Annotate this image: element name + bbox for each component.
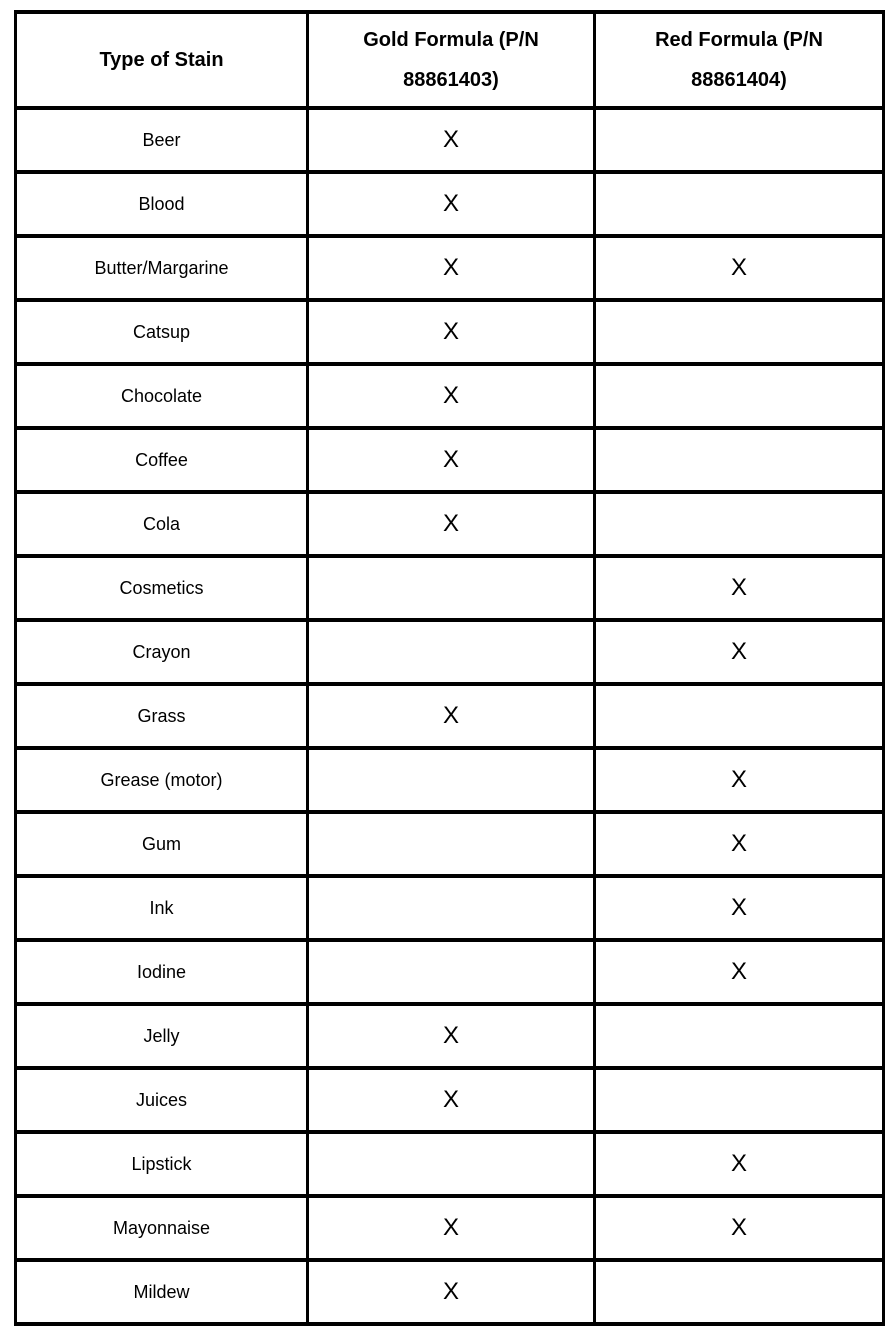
stain-name-cell: Mayonnaise: [16, 1196, 308, 1260]
gold-formula-mark-cell: X: [308, 236, 595, 300]
gold-formula-mark-cell: X: [308, 300, 595, 364]
gold-formula-mark-cell: [308, 1132, 595, 1196]
gold-formula-label-line2: 88861403): [403, 69, 499, 91]
table-row: [16, 1260, 884, 1324]
stain-name-cell: Chocolate: [16, 364, 308, 428]
red-formula-mark-cell: [595, 108, 884, 172]
stain-name-cell: Beer: [16, 108, 308, 172]
table-row: [16, 172, 884, 236]
gold-formula-mark-cell: X: [308, 1004, 595, 1068]
red-formula-mark-cell: X: [595, 940, 884, 1004]
stain-name-cell: Catsup: [16, 300, 308, 364]
table-row: [16, 108, 884, 172]
table-row: [16, 940, 884, 1004]
stain-name-cell: Jelly: [16, 1004, 308, 1068]
red-formula-mark-cell: X: [595, 1196, 884, 1260]
stain-name-cell: Blood: [16, 172, 308, 236]
gold-formula-mark-cell: X: [308, 428, 595, 492]
gold-formula-mark-cell: [308, 556, 595, 620]
red-formula-mark-cell: [595, 492, 884, 556]
red-formula-mark-cell: [595, 300, 884, 364]
red-formula-mark-cell: X: [595, 876, 884, 940]
stain-name-cell: Lipstick: [16, 1132, 308, 1196]
red-formula-mark-cell: X: [595, 556, 884, 620]
stain-name-cell: Iodine: [16, 940, 308, 1004]
red-formula-label-line2: 88861404): [691, 69, 787, 91]
table-row: [16, 1132, 884, 1196]
stain-name-cell: Grease (motor): [16, 748, 308, 812]
gold-formula-mark-cell: X: [308, 172, 595, 236]
stain-name-cell: Ink: [16, 876, 308, 940]
gold-formula-mark-cell: X: [308, 1260, 595, 1324]
gold-formula-mark-cell: X: [308, 1068, 595, 1132]
table-row: [16, 684, 884, 748]
table-row: [16, 748, 884, 812]
stain-table-body: [16, 108, 884, 1324]
red-formula-mark-cell: X: [595, 748, 884, 812]
table-row: [16, 1068, 884, 1132]
red-formula-mark-cell: [595, 428, 884, 492]
table-header-row: [16, 12, 884, 108]
table-row: [16, 492, 884, 556]
stain-name-cell: Grass: [16, 684, 308, 748]
gold-formula-mark-cell: [308, 620, 595, 684]
gold-formula-mark-cell: X: [308, 684, 595, 748]
column-header-red-formula: [595, 12, 884, 108]
table-row: [16, 428, 884, 492]
red-formula-mark-cell: [595, 364, 884, 428]
gold-formula-mark-cell: X: [308, 108, 595, 172]
red-formula-mark-cell: [595, 1068, 884, 1132]
gold-formula-mark-cell: [308, 812, 595, 876]
stain-name-cell: Cosmetics: [16, 556, 308, 620]
table-row: [16, 1004, 884, 1068]
gold-formula-mark-cell: X: [308, 492, 595, 556]
stain-name-cell: Cola: [16, 492, 308, 556]
table-row: [16, 236, 884, 300]
gold-formula-mark-cell: [308, 876, 595, 940]
table-row: [16, 812, 884, 876]
gold-formula-mark-cell: [308, 748, 595, 812]
stain-name-cell: Butter/Margarine: [16, 236, 308, 300]
stain-name-cell: Mildew: [16, 1260, 308, 1324]
red-formula-mark-cell: [595, 684, 884, 748]
red-formula-mark-cell: [595, 1004, 884, 1068]
stain-compatibility-table: [14, 10, 885, 1326]
red-formula-mark-cell: X: [595, 1132, 884, 1196]
table-row: [16, 556, 884, 620]
type-of-stain-label: Type of Stain: [99, 49, 224, 71]
table-row: [16, 876, 884, 940]
table-row: [16, 620, 884, 684]
stain-name-cell: Juices: [16, 1068, 308, 1132]
column-header-gold-formula: [308, 12, 595, 108]
gold-formula-label-line1: Gold Formula (P/N: [363, 29, 539, 51]
red-formula-mark-cell: [595, 1260, 884, 1324]
gold-formula-mark-cell: [308, 940, 595, 1004]
stain-name-cell: Coffee: [16, 428, 308, 492]
red-formula-mark-cell: [595, 172, 884, 236]
table-row: [16, 364, 884, 428]
column-header-type-of-stain: [16, 12, 308, 108]
red-formula-mark-cell: X: [595, 812, 884, 876]
table-row: [16, 1196, 884, 1260]
red-formula-mark-cell: X: [595, 236, 884, 300]
red-formula-mark-cell: X: [595, 620, 884, 684]
gold-formula-mark-cell: X: [308, 364, 595, 428]
gold-formula-mark-cell: X: [308, 1196, 595, 1260]
table-row: [16, 300, 884, 364]
stain-name-cell: Crayon: [16, 620, 308, 684]
stain-name-cell: Gum: [16, 812, 308, 876]
red-formula-label-line1: Red Formula (P/N: [655, 29, 823, 51]
